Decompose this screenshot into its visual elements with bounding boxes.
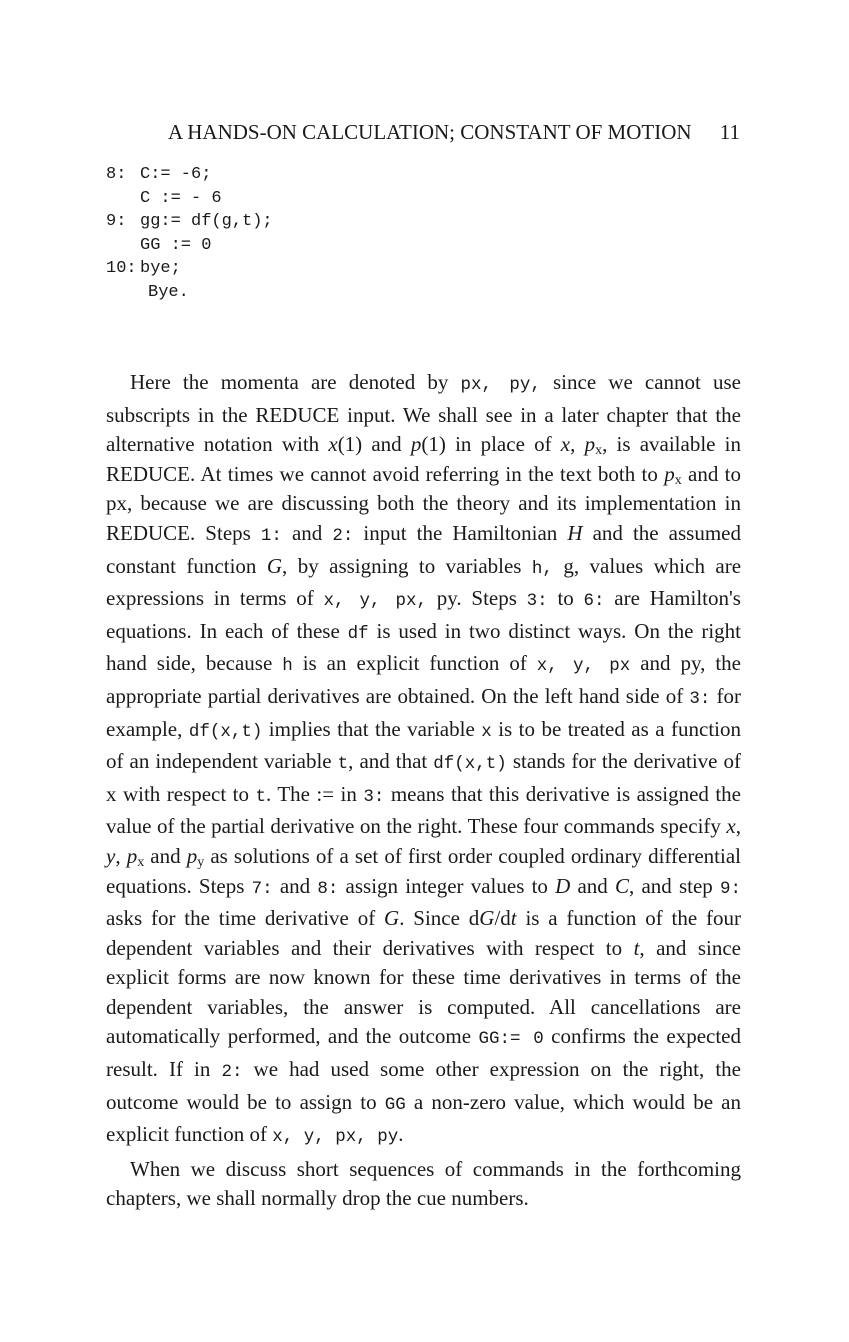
math-symbol: y	[106, 843, 116, 868]
text-run: is to be treated as a function of an independent variable	[106, 716, 741, 774]
text-run: ,	[735, 814, 741, 839]
text-run: asks for the time derivative of	[106, 906, 385, 931]
text-run: , and step	[629, 873, 720, 898]
code-fragment: 9:	[719, 878, 741, 899]
text-run: py. Steps	[427, 586, 527, 611]
text-run: and to px, because we are discussing both the theory and its implementation in REDUCE. Steps	[106, 461, 741, 545]
code-fragment: 3:	[526, 591, 548, 612]
text-run: and	[144, 843, 187, 868]
math-symbol: x	[726, 814, 736, 839]
text-run: are Hamilton's equations. In each of these	[106, 586, 741, 643]
body-text	[106, 368, 741, 1214]
code-fragment: GG:= 0	[478, 1029, 544, 1050]
math-symbol: G	[266, 553, 283, 578]
text-run: When we discuss short sequences of commands in the forthcoming chapters, we shall normally drop the cue numbers.	[106, 1156, 741, 1211]
text-run: Here the momenta are denoted by	[130, 370, 461, 394]
code-fragment: x	[481, 721, 492, 742]
code-fragment: 8:	[317, 878, 339, 899]
code-text: bye;	[140, 259, 181, 278]
code-fragment: 2:	[332, 525, 354, 546]
text-run: , is available in REDUCE. At times we cannot avoid referring in the text both to	[106, 432, 742, 486]
code-fragment: df	[347, 623, 369, 644]
text-run: is an explicit function of	[292, 651, 537, 676]
code-output	[106, 281, 426, 305]
math-symbol: t	[510, 906, 517, 931]
code-text: gg:= df(g,t);	[140, 212, 273, 231]
code-fragment: 1:	[260, 525, 282, 546]
page-number: 11	[719, 120, 740, 144]
math-subscript: y	[197, 854, 205, 870]
code-fragment: GG	[384, 1094, 406, 1115]
code-fragment: px, py,	[460, 375, 541, 395]
code-text: C:= -6;	[140, 165, 212, 184]
math-symbol: p	[186, 843, 198, 868]
text-run: to	[547, 586, 584, 611]
code-fragment: 2:	[221, 1062, 243, 1083]
text-run: implies that the variable	[262, 716, 482, 741]
code-line	[106, 163, 426, 187]
text-run: (1) in place of	[421, 432, 561, 457]
code-listing	[106, 163, 426, 304]
code-fragment: df(x,t)	[433, 754, 507, 775]
text-run: means that this derivative is assigned the value of the partial derivative on the right. These four commands specify	[106, 781, 742, 839]
text-run: and	[272, 873, 318, 898]
math-symbol: p	[664, 461, 675, 486]
text-run: , by assigning to variables	[282, 553, 532, 578]
text-run: input the Hamiltonian	[353, 520, 568, 545]
code-line	[106, 257, 426, 281]
text-run: confirms the expected result. If in	[106, 1024, 741, 1082]
code-fragment: 6:	[583, 591, 605, 612]
text-run: since we cannot use subscripts in the REDUCE input. We shall see in a later chapter that the alternative notation with	[106, 370, 741, 457]
code-fragment: 3:	[363, 786, 385, 807]
text-run: , and that	[348, 749, 434, 774]
code-text: GG := 0	[140, 235, 212, 255]
paragraph	[106, 368, 741, 1153]
text-run: assign integer values to	[338, 873, 556, 898]
code-fragment: h	[282, 656, 293, 677]
math-symbol: x	[328, 432, 338, 457]
code-fragment: x, y, px,	[323, 591, 428, 612]
code-fragment: x, y, px	[536, 656, 631, 677]
running-title: A HANDS-ON CALCULATION; CONSTANT OF MOTION	[168, 120, 692, 144]
math-symbol: G	[384, 906, 400, 931]
math-symbol: t	[633, 935, 640, 960]
cue-number: 8:	[106, 165, 127, 184]
math-symbol: x	[560, 432, 571, 457]
text-run: , and since explicit forms are now known for these time derivatives in terms of the dependent variables, the answer is computed. All cancellations are automatically performed, and the outcome	[106, 935, 741, 1049]
code-fragment: 7:	[251, 878, 273, 899]
math-symbol: H	[567, 520, 583, 545]
text-run: /d	[494, 906, 511, 931]
code-fragment: t	[337, 754, 349, 775]
text-run: and the assumed constant function	[106, 520, 742, 578]
text-run: g, values which are expressions in terms of	[106, 553, 742, 611]
math-subscript: x	[674, 472, 682, 488]
math-symbol: C	[614, 873, 629, 898]
math-symbol: D	[555, 873, 571, 898]
text-run: .	[398, 1122, 404, 1147]
math-symbol: p	[584, 432, 596, 457]
code-text: C := - 6	[140, 188, 222, 208]
text-run: as solutions of a set of first order coupled ordinary differential equations. Steps	[106, 843, 741, 898]
code-output	[106, 234, 426, 258]
code-fragment: 3:	[689, 688, 711, 709]
code-line	[106, 210, 426, 234]
text-run: is used in two distinct ways. On the right hand side, because	[106, 618, 741, 676]
cue-number: 9:	[106, 212, 127, 231]
text-run: we had used some other expression on the right, the outcome would be to assign to	[106, 1057, 741, 1114]
running-head	[168, 118, 740, 146]
paragraph	[106, 1155, 741, 1214]
text-run: stands for the derivative of x with respect to	[106, 749, 742, 806]
code-text: Bye.	[148, 282, 189, 302]
math-symbol: p	[126, 843, 138, 868]
code-fragment: x, y, px, py	[272, 1127, 399, 1148]
text-run: . Since d	[399, 906, 480, 931]
text-run: is a function of the four dependent variables and their derivatives with respect to	[106, 906, 742, 960]
text-run: (1) and	[337, 432, 411, 457]
text-run: and	[570, 873, 615, 898]
text-run: and	[281, 520, 333, 545]
math-subscript: x	[137, 854, 145, 870]
code-fragment: df(x,t)	[188, 721, 263, 742]
math-symbol: p	[410, 432, 422, 457]
text-run: and py, the appropriate partial derivatives are obtained. On the left hand side of	[106, 651, 741, 708]
code-output	[106, 187, 426, 211]
text-run: ,	[115, 843, 127, 868]
code-fragment: h,	[531, 558, 553, 579]
cue-number: 10:	[106, 259, 137, 278]
text-run: for example,	[106, 683, 741, 741]
text-run: ,	[570, 432, 585, 457]
text-run: . The := in	[265, 781, 364, 806]
code-fragment: t	[255, 786, 266, 807]
text-run: a non-zero value, which would be an explicit function of	[106, 1089, 741, 1147]
math-subscript: x	[595, 443, 603, 459]
math-symbol: G	[479, 906, 495, 931]
